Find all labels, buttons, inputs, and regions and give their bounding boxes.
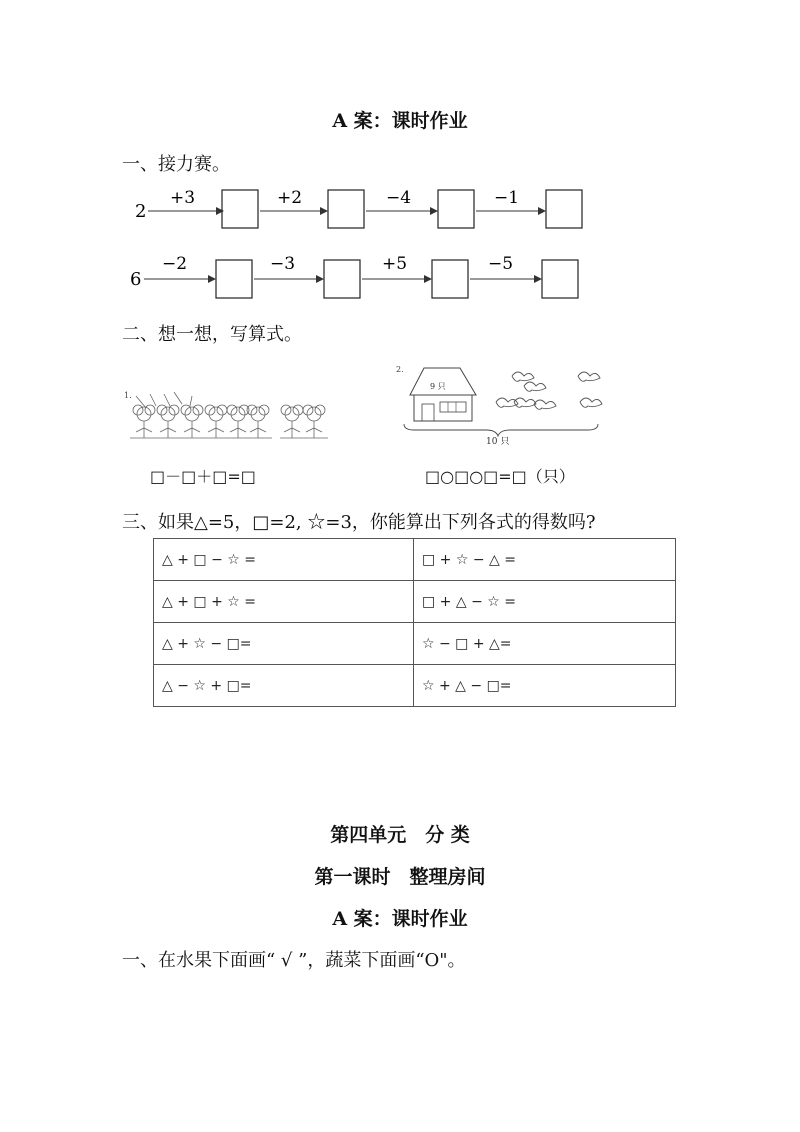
picture-2-number: 2. bbox=[396, 365, 404, 374]
chain-2-arrow-2 bbox=[254, 275, 324, 283]
table-row bbox=[154, 539, 676, 581]
lesson-title: 第一课时 整理房间 bbox=[314, 866, 486, 888]
expression-1: □－□＋□=□ bbox=[150, 467, 256, 486]
section-title: A 案：课时作业 bbox=[332, 110, 468, 132]
chain-2-arrow-1 bbox=[144, 275, 216, 283]
table-row bbox=[154, 581, 676, 623]
chain-2-op-4: −5 bbox=[488, 254, 514, 274]
house-icon bbox=[410, 368, 476, 421]
unit-4-question-1-heading: 一、在水果下面画“ √ ”，蔬菜下面画“O"。 bbox=[122, 950, 466, 971]
table-cell[interactable]: △ + □ − ☆ = bbox=[154, 539, 414, 581]
question-2-heading: 二、想一想，写算式。 bbox=[122, 324, 302, 345]
table-cell[interactable]: △ + □ + ☆ = bbox=[154, 581, 414, 623]
answer-box[interactable] bbox=[222, 190, 258, 228]
table-cell[interactable]: □ + ☆ − △ = bbox=[414, 539, 676, 581]
chain-1-arrow-2 bbox=[260, 207, 328, 215]
table-row bbox=[154, 623, 676, 665]
chain-2-start: 6 bbox=[130, 269, 142, 290]
chain-1-op-2: +2 bbox=[277, 188, 303, 208]
answer-box[interactable] bbox=[324, 260, 360, 298]
table-cell[interactable]: □ + △ − ☆ = bbox=[414, 581, 676, 623]
expression-table bbox=[153, 538, 676, 707]
unit-title: 第四单元 分 类 bbox=[330, 824, 470, 846]
total-label: 10 只 bbox=[486, 437, 510, 447]
answer-box[interactable] bbox=[328, 190, 364, 228]
table-cell[interactable]: △ − ☆ + □= bbox=[154, 665, 414, 707]
expression-2: □○□○□=□（只） bbox=[425, 467, 575, 486]
question-1-heading: 一、接力赛。 bbox=[122, 154, 230, 175]
picture-1-number: 1. bbox=[124, 391, 132, 400]
table-cell[interactable]: ☆ − □ + △= bbox=[414, 623, 676, 665]
chain-1-op-4: −1 bbox=[494, 188, 520, 208]
chain-1-arrow-4 bbox=[476, 207, 546, 215]
answer-box[interactable] bbox=[432, 260, 468, 298]
table-cell[interactable]: ☆ + △ − □= bbox=[414, 665, 676, 707]
flowers-picture bbox=[122, 388, 332, 443]
chain-2-op-3: +5 bbox=[382, 254, 408, 274]
house-birds-picture bbox=[392, 360, 612, 450]
relay-chain-2 bbox=[120, 253, 600, 303]
flower-group-right bbox=[280, 405, 328, 438]
question-3-heading: 三、如果△=5，□=2, ☆=3，你能算出下列各式的得数吗? bbox=[122, 512, 596, 533]
chain-1-start: 2 bbox=[135, 201, 147, 222]
answer-box[interactable] bbox=[216, 260, 252, 298]
birds-icon bbox=[496, 372, 602, 409]
house-label: 9 只 bbox=[430, 382, 446, 391]
answer-box[interactable] bbox=[438, 190, 474, 228]
flower-group-left bbox=[130, 392, 272, 438]
chain-2-op-2: −3 bbox=[270, 254, 296, 274]
plan-title: A 案：课时作业 bbox=[332, 908, 468, 930]
chain-1-op-3: −4 bbox=[386, 188, 412, 208]
chain-2-arrow-3 bbox=[362, 275, 432, 283]
answer-box[interactable] bbox=[542, 260, 578, 298]
table-cell[interactable]: △ + ☆ − □= bbox=[154, 623, 414, 665]
chain-1-arrow-3 bbox=[366, 207, 438, 215]
total-brace bbox=[404, 424, 598, 436]
answer-box[interactable] bbox=[546, 190, 582, 228]
chain-2-op-1: −2 bbox=[162, 254, 188, 274]
relay-chain-1 bbox=[120, 183, 600, 233]
chain-1-op-1: +3 bbox=[170, 188, 196, 208]
table-row bbox=[154, 665, 676, 707]
chain-1-arrow-1 bbox=[148, 207, 224, 215]
chain-2-arrow-4 bbox=[470, 275, 542, 283]
